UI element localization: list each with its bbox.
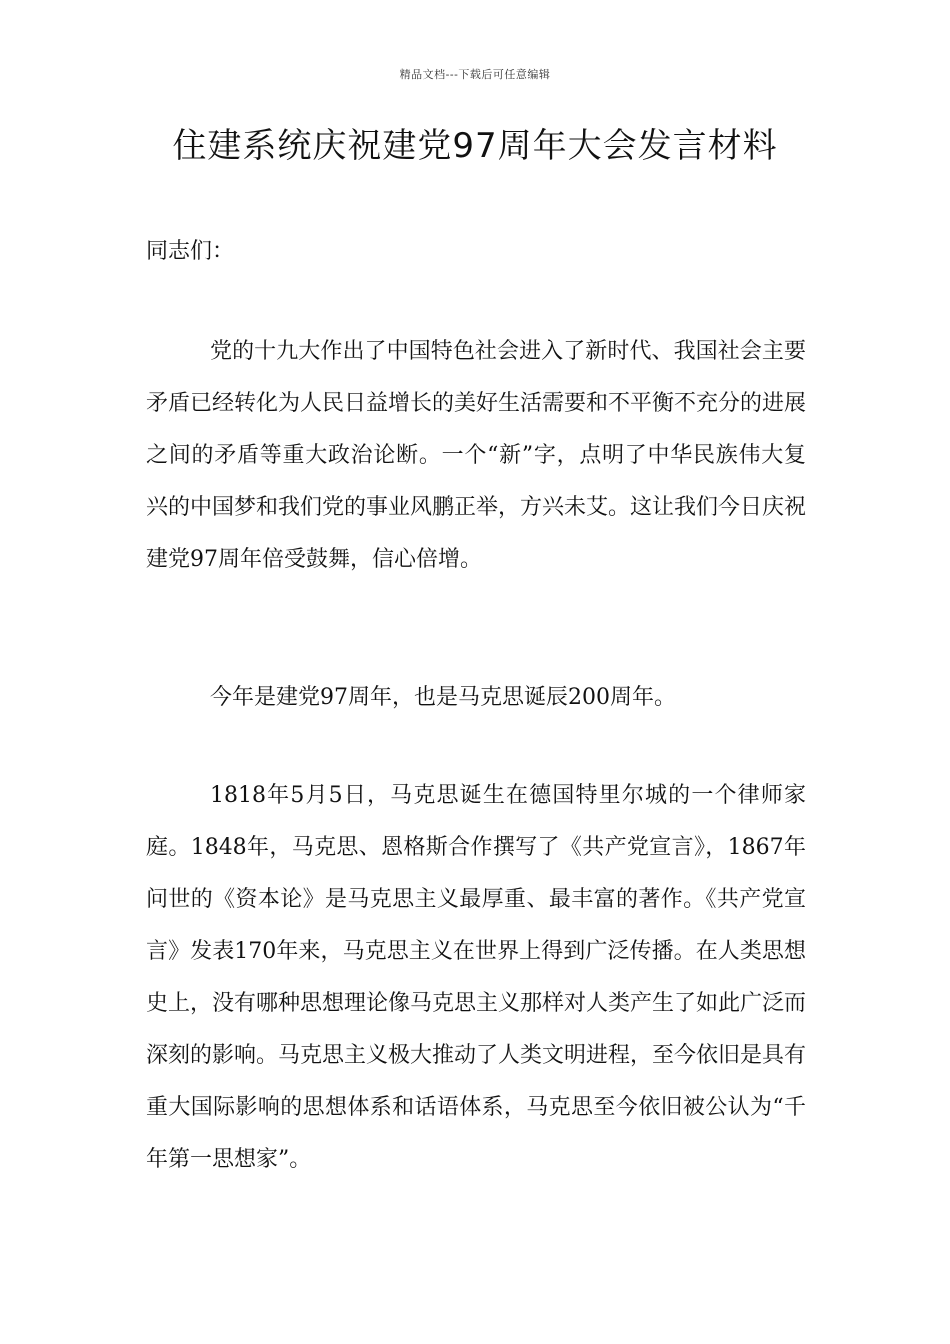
paragraph: 今年是建党97周年，也是马克思诞辰200周年。 [210,685,676,710]
salutation: 同志们： [146,239,235,264]
paragraph: 党的十九大作出了中国特色社会进入了新时代、我国社会主要矛盾已经转化为人民日益增长的美好生活需要和不平衡不充分的进展之间的矛盾等重大政治论断。一个“新”字，点明了中华民族伟大复兴的中国梦和我们党的事业风鹏正举，方兴未艾。这让我们今日庆祝建党97周年倍受鼓舞，信心倍增。 [146,339,807,572]
header-note: 精品文档---下载后可任意编辑 [399,68,551,81]
paragraph: 1818年5月5日，马克思诞生在德国特里尔城的一个律师家庭。1848年，马克思、恩格斯合作撰写了《共产党宣言》，1867年问世的《资本论》是马克思主义最厚重、最丰富的著作。《共产党宣言》发表170年来，马克思主义在世界上得到广泛传播。在人类思想史上，没有哪种思想理论像马克思主义那样对人类产生了如此广泛而深刻的影响。马克思主义极大推动了人类文明进程，至今依旧是具有重大国际影响的思想体系和话语体系，马克思至今依旧被公认为“千年第一思想家”。 [146,783,807,1172]
paragraph-2-block [146,672,806,724]
paragraph-1-block [146,326,806,586]
paragraph-3-block [146,770,806,1186]
document-title: 住建系统庆祝建党97周年大会发言材料 [172,126,778,166]
